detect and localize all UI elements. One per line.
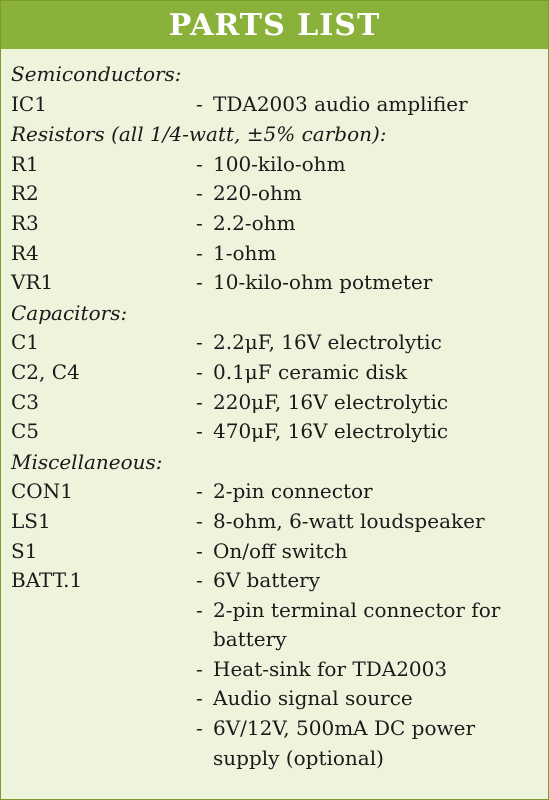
part-description: Audio signal source <box>213 686 413 711</box>
part-ref <box>11 714 196 773</box>
part-description: TDA2003 audio amplifier <box>213 91 468 116</box>
part-ref: VR1 <box>11 270 54 295</box>
section-heading: Miscellaneous: <box>11 449 163 474</box>
part-description: 2-pin connector <box>213 479 373 504</box>
part-row <box>11 179 548 209</box>
part-row <box>11 417 548 447</box>
part-ref: R3 <box>11 210 39 235</box>
part-row <box>11 566 548 596</box>
part-description: 2.2-ohm <box>213 210 296 235</box>
parts-section <box>11 60 548 119</box>
dash-separator: - <box>196 181 203 206</box>
dash-separator: - <box>196 359 203 384</box>
part-description: 8-ohm, 6-watt loudspeaker <box>213 508 485 533</box>
part-ref <box>11 684 196 714</box>
part-ref: R1 <box>11 151 39 176</box>
parts-list-content <box>1 49 548 773</box>
section-heading: Resistors (all 1/4-watt, ±5% carbon): <box>11 122 387 147</box>
dash-separator: - <box>196 330 203 355</box>
part-ref: BATT.1 <box>11 568 83 593</box>
dash-separator: - <box>196 568 203 593</box>
part-ref <box>11 596 196 655</box>
part-ref: S1 <box>11 538 38 563</box>
part-row <box>11 268 548 298</box>
part-ref: CON1 <box>11 479 73 504</box>
part-ref: C2, C4 <box>11 359 80 384</box>
part-description: 0.1μF ceramic disk <box>213 359 408 384</box>
page-title: PARTS LIST <box>168 7 381 43</box>
part-description: 100-kilo-ohm <box>213 151 346 176</box>
part-ref: LS1 <box>11 508 51 533</box>
part-ref: C1 <box>11 330 40 355</box>
part-ref <box>11 655 196 685</box>
dash-separator: - <box>196 716 203 741</box>
part-row <box>11 477 548 507</box>
dash-separator: - <box>196 656 203 681</box>
part-row <box>11 507 548 537</box>
part-row <box>11 684 548 714</box>
part-description: 1-ohm <box>213 240 277 265</box>
parts-section <box>11 299 548 447</box>
dash-separator: - <box>196 240 203 265</box>
part-description: 6V battery <box>213 568 321 593</box>
part-row <box>11 714 548 773</box>
part-row <box>11 537 548 567</box>
part-description: 6V/12V, 500mA DC power supply (optional) <box>213 716 476 770</box>
parts-section <box>11 120 548 298</box>
dash-separator: - <box>196 508 203 533</box>
part-description: 2.2μF, 16V electrolytic <box>213 330 442 355</box>
part-description: 220μF, 16V electrolytic <box>213 389 449 414</box>
dash-separator: - <box>196 270 203 295</box>
part-ref: C3 <box>11 389 40 414</box>
part-ref: R2 <box>11 181 39 206</box>
dash-separator: - <box>196 210 203 235</box>
dash-separator: - <box>196 389 203 414</box>
dash-separator: - <box>196 151 203 176</box>
part-row <box>11 239 548 269</box>
dash-separator: - <box>196 91 203 116</box>
parts-section <box>11 448 548 774</box>
part-row <box>11 596 548 655</box>
dash-separator: - <box>196 597 203 622</box>
section-heading: Semiconductors: <box>11 62 182 86</box>
part-description: On/off switch <box>213 538 348 563</box>
dash-separator: - <box>196 479 203 504</box>
part-row <box>11 358 548 388</box>
part-ref: R4 <box>11 240 39 265</box>
dash-separator: - <box>196 686 203 711</box>
part-description: 10-kilo-ohm potmeter <box>213 270 433 295</box>
part-description: 2-pin terminal connector for battery <box>213 597 501 652</box>
part-description: 220-ohm <box>213 181 302 206</box>
part-ref: IC1 <box>11 91 47 116</box>
part-row <box>11 328 548 358</box>
dash-separator: - <box>196 419 203 444</box>
part-ref: C5 <box>11 419 40 444</box>
part-description: 470μF, 16V electrolytic <box>213 419 449 444</box>
part-row <box>11 209 548 239</box>
part-row <box>11 388 548 418</box>
title-bar <box>1 1 548 49</box>
part-description: Heat-sink for TDA2003 <box>213 656 448 681</box>
part-row <box>11 150 548 180</box>
dash-separator: - <box>196 538 203 563</box>
part-row <box>11 90 548 120</box>
section-heading: Capacitors: <box>11 300 128 325</box>
part-row <box>11 655 548 685</box>
